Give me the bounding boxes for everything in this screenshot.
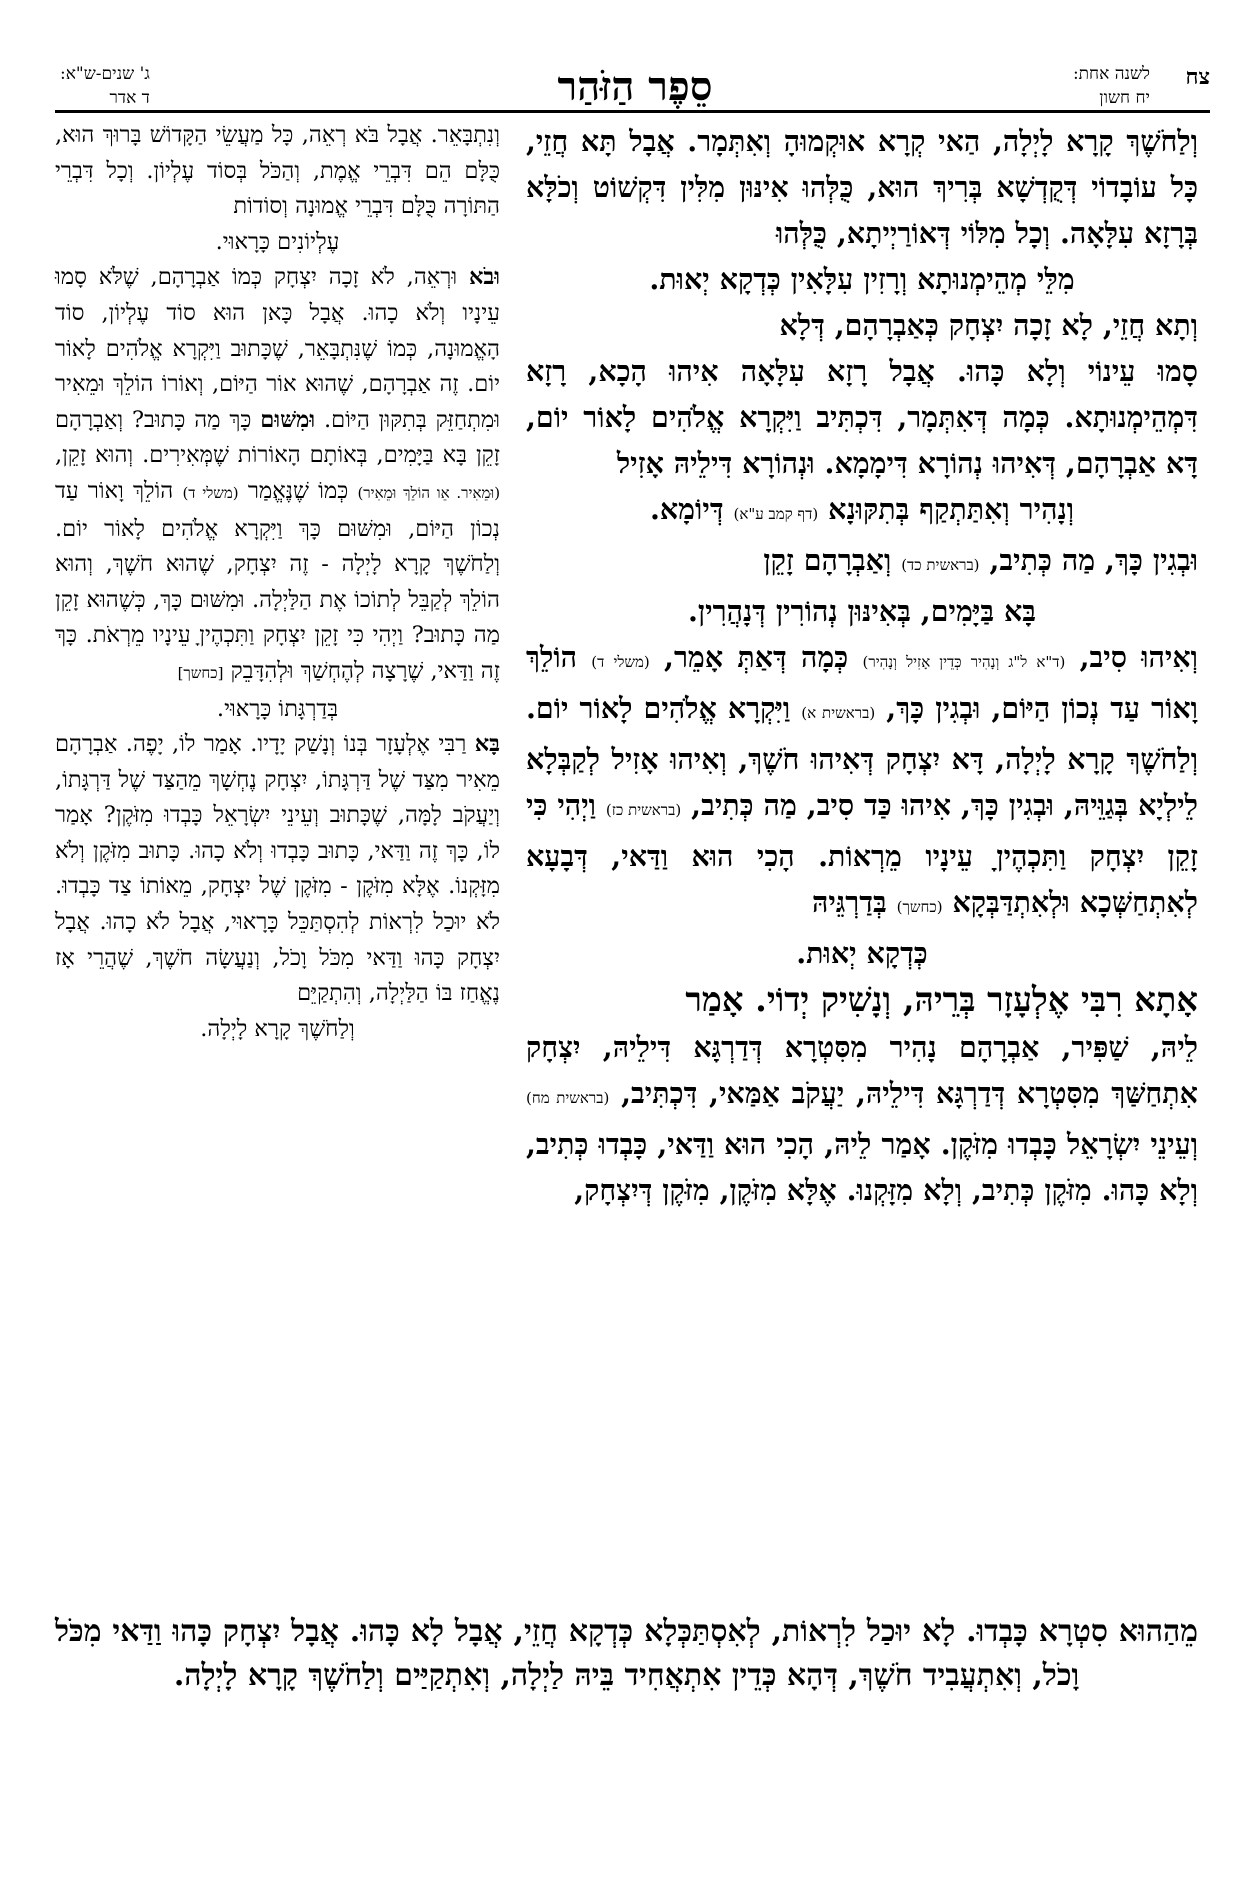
bottom-full-width-text	[55, 1610, 1198, 1698]
main-text: וְאַבְרָהָם זָקֵן	[763, 543, 892, 577]
main-paragraph	[526, 118, 1198, 256]
page-number: צח	[1185, 64, 1210, 90]
bottom-text: מֵהַהוּא סִטְרָא כָּבְדוּ. לָא יוּכַל לִרְאוֹת, לְאִסְתַּכְּלָא כְּדְקָא חֲזֵי, אֲבָל לָא כָּהוּ. אֲבָל יִצְחָק כָּהוּ וַדַּאי מִכֹּל וָכֹל, וְאִתְעֲבִיד חֹשֶׁךְ, דְּהָא כְּדֵין אִתְאֲחִיד בֵּיהּ לַיְלָה, וְאִתְקַיַּים וְלַחֹשֶׁךְ קָרָא לָיְלָה.	[55, 1614, 1198, 1693]
main-text: וְעֵינֵי יִשְׂרָאֵל כָּבְדוּ מִזֹּקֶן. אָמַר לֵיהּ, הָכִי הוּא וַדַּאי, כָּבְדוּ כְּתִיב, וְלָא כָּהוּ. מִזֹּקֶן כְּתִיב, וְלָא מִזָּקְנוּ. אֶלָּא מִזֹּקֶן, מִזֹּקֶן דְּיִצְחָק,	[526, 1127, 1198, 1207]
main-text: וּבְגִין כָּךְ, מַה כְּתִיב,	[989, 543, 1198, 577]
main-column-aramaic	[526, 118, 1198, 1213]
side-text: עֶלְיוֹנִים כָּרָאוּי.	[215, 228, 340, 255]
side-paragraph	[55, 1012, 500, 1048]
main-text: וְלַחֹשֶׁךְ קָרָא לָיְלָה, הַאי קְרָא אוּקְמוּהָ וְאִתְּמָר. אֲבָל תָּא חֲזֵי, כָּל עוֹבָדוֹי דְּקֻדְשָׁא בְּרִיךְ הוּא, כֻּלְּהוּ אִינּוּן מִלִּין דִּקְשׁוֹט וְכֹלָּא בְּרָזָא עִלָּאָה. וְכָל מִלּוֹי דְּאוֹרַיְיתָא, כֻּלְּהוּ	[526, 124, 1198, 250]
side-text: וְנִתְבָּאֵר. אֲבָל בֹּא רְאֵה, כָּל מַעֲשֵׂי הַקָּדוֹשׁ בָּרוּךְ הוּא, כֻּלָּם הֵם דִּבְרֵי אֱמֶת, וְהַכֹּל בְּסוֹד עֶלְיוֹן. וְכָל דִּבְרֵי הַתּוֹרָה כֻּלָּם דִּבְרֵי אֱמוּנָה וְסוֹדוֹת	[55, 122, 500, 220]
main-text: וַיְהִי כִּי זָקֵן יִצְחָק וַתִּכְהֶיןָ עֵינָיו מֵרְאוֹת. הָכִי הוּא וַדַּאי, דְּבָעָא לְאִתְחַשְּׁכָא וּלְאִתְדַּבְּקָא	[526, 788, 1198, 919]
side-paragraph	[55, 225, 500, 261]
main-text: בְּדַרְגֵּיהּ	[811, 885, 887, 919]
source-reference: (בראשית מח)	[526, 1089, 610, 1107]
main-text: אָתָא רִבִּי אֶלְעָזָר בְּרֵיהּ, וְנָשִׁיק יְדוֹי. אָמַר	[685, 979, 1198, 1019]
source-reference: (ד"א ל"ג וְנָהִיר כְּדֵין אָזִיל וְנָהִיר)	[862, 653, 1066, 671]
source-reference: [כחשך]	[177, 663, 224, 682]
header-rule	[55, 110, 1210, 113]
side-lead-word: וּבֹא	[468, 264, 501, 291]
source-reference: (כחשך)	[896, 898, 943, 916]
source-reference: (וּמֵאִיר. אֵו הוֹלֵךְ וּמֵאִיר)	[357, 483, 501, 502]
side-text: וּרְאֵה, לֹא זָכָה יִצְחָק כְּמוֹ אַבְרָהָם, שֶׁלֹּא סָמוּ עֵינָיו וְלֹא כָהוּ. אֲבָל כָּאן הוּא סוֹד עֶלְיוֹן, סוֹד הָאֱמוּנָה, כְּמוֹ שֶׁנִּתְבָּאֵר, שֶׁכָּתוּב וַיִּקְרָא אֱלֹהִים לָאוֹר יוֹם. זֶה אַבְרָהָם, שֶׁהוּא אוֹר הַיּוֹם, וְאוֹרוֹ הוֹלֵךְ וּמֵאִיר וּמִתְחַזֵּק בְּתִקּוּן הַיּוֹם.	[55, 264, 501, 433]
main-paragraph	[526, 1024, 1198, 1213]
main-text: כְּדְקָא יְאוּת.	[796, 936, 928, 970]
main-paragraph	[526, 348, 1198, 486]
main-paragraph	[526, 537, 1198, 588]
main-paragraph	[526, 930, 1198, 976]
main-text: דְּיוֹמָא.	[649, 492, 724, 526]
side-text: בְּדַרְגָּתוֹ כָּרָאוּי.	[216, 695, 339, 722]
side-text: וְלַחֹשֶׁךְ קָרָא לָיְלָה.	[200, 1015, 355, 1042]
schedule-right-line1: לשנה אחת:	[1072, 64, 1150, 84]
side-lead-word: וּמִשּׁוּם	[260, 406, 316, 433]
side-text: כָּךְ מַה כָּתוּב? וְאַבְרָהָם זָקֵן בָּא בַּיָּמִים, בְּאוֹתָם הָאוֹרוֹת שֶׁמְּאִירִים. וְהוּא זָקֵן,	[55, 406, 500, 469]
schedule-left-line1: ג' שנים-ש"א:	[60, 64, 150, 84]
side-text: הוֹלֵךְ וָאוֹר עַד נְכוֹן הַיּוֹם, וּמִשּׁוּם כָּךְ וַיִּקְרָא אֱלֹהִים לָאוֹר יוֹם. וְלַחֹשֶׁךְ קָרָא לָיְלָה - זֶה יִצְחָק, שֶׁהוּא חֹשֶׁךְ, וְהוּא הוֹלֵךְ לְקַבֵּל לְתוֹכוֹ אֶת הַלַּיְלָה. וּמִשּׁוּם כָּךְ, כְּשֶׁהוּא זָקֵן מַה כָּתוּב? וַיְהִי כִּי זָקֵן יִצְחָק וַתִּכְהֶיןָ עֵינָיו מֵרְאֹת. כָּךְ זֶה וַדַּאי, שֶׁרָצָה לְהֶחְשַׁךְ וּלְהִדָּבֵק	[55, 477, 500, 684]
source-reference: (משלי ד)	[591, 653, 650, 671]
source-reference: (בראשית כז)	[605, 801, 682, 819]
main-paragraph	[526, 256, 1198, 302]
source-reference: (בראשית א)	[801, 704, 876, 722]
main-text: וְאִיהוּ סִיב,	[1079, 640, 1198, 674]
main-paragraph	[526, 976, 1198, 1024]
side-paragraph	[55, 692, 500, 728]
main-paragraph	[526, 634, 1198, 930]
source-reference: (משלי ד)	[182, 483, 239, 502]
main-paragraph	[526, 588, 1198, 634]
main-text: הוֹלֵךְ וָאוֹר עַד נְכוֹן הַיּוֹם, וּבְגִין כָּךְ,	[526, 640, 1198, 725]
side-paragraph	[55, 260, 500, 691]
main-text: מִלֵּי מְהֵימְנוּתָא וְרָזִין עִלָּאִין כְּדְקָא יְאוּת.	[649, 262, 1075, 296]
main-paragraph	[526, 486, 1198, 537]
schedule-right-line2: יח חשון	[1099, 88, 1150, 108]
main-text: לֵיהּ, שַׁפִּיר, אַבְרָהָם נָהִיר מִסִּטְרָא דְּדַרְגָּא דִּילֵיהּ, יִצְחָק אִתְחַשַּׁךְ מִסִּטְרָא דְּדַרְגָּא דִּילֵיהּ, יַעֲקֹב אַמַּאי, דִּכְתִּיב,	[526, 1030, 1198, 1110]
side-paragraph	[55, 118, 500, 225]
source-reference: (בראשית כד)	[901, 556, 980, 574]
main-text: בָּא בַּיָּמִים, בְּאִינּוּן נְהוֹרִין דְּנָהֲרִין.	[687, 594, 1037, 628]
side-lead-word: בָּא	[474, 731, 501, 758]
main-paragraph	[526, 302, 1198, 348]
schedule-left	[60, 62, 150, 110]
book-title: סֵפֶר הַזֹּהַר	[557, 63, 713, 110]
side-text: כְּמוֹ שֶׁנֶּאֱמַר	[247, 477, 349, 504]
main-text: סָמוּ עֵינוֹי וְלָא כָּהוּ. אֲבָל רָזָא עִלָּאָה אִיהוּ הָכָא, רָזָא דִּמְהֵימְנוּתָא. כְּמָה דְּאִתְּמָר, דִּכְתִּיב וַיִּקְרָא אֱלֹהִים לָאוֹר יוֹם, דָּא אַבְרָהָם, דְּאִיהוּ נְהוֹרָא דִּימָמָא. וּנְהוֹרָא דִּילֵיהּ אָזִיל	[526, 354, 1198, 480]
main-text: כְּמָה דְּאַתְּ אָמֵר,	[664, 640, 849, 674]
side-paragraph	[55, 727, 500, 1012]
source-reference: (דף קמב ע"א)	[733, 505, 819, 523]
side-column-hebrew	[55, 118, 500, 1047]
schedule-left-line2: ד אדר	[109, 88, 150, 108]
side-text: רַבִּי אֶלְעָזָר בְּנוֹ וְנָשַׁק יָדָיו. אָמַר לוֹ, יָפֶה. אַבְרָהָם מֵאִיר מִצַּד שֶׁל דַּרְגָּתוֹ, יִצְחָק נֶחְשָׁךְ מֵהַצַּד שֶׁל דַּרְגָּתוֹ, וְיַעֲקֹב לָמָּה, שֶׁכָּתוּב וְעֵינֵי יִשְׂרָאֵל כָּבְדוּ מִזֹּקֶן? אָמַר לוֹ, כָּךְ זֶה וַדַּאי, כָּתוּב כָּבְדוּ וְלֹא כָהוּ. כָּתוּב מִזֹּקֶן וְלֹא מִזָּקְנוֹ. אֶלָּא מִזֹּקֶן - מִזֹּקֶן שֶׁל יִצְחָק, מֵאוֹתוֹ צַד כָּבְדוּ. לֹא יוּכַל לִרְאוֹת לְהִסְתַּכֵּל כָּרָאוּי, אֲבָל לֹא כָהוּ. אֲבָל יִצְחָק כָּהוּ וַדַּאי מִכֹּל וָכֹל, וְנַעֲשָׂה חֹשֶׁךְ, שֶׁהֲרֵי אָז נֶאֱחַז בּוֹ הַלַּיְלָה, וְהִתְקַיֵּם	[55, 731, 500, 1007]
main-text: וְתָא חֲזֵי, לָא זָכָה יִצְחָק כְּאַבְרָהָם, דְּלָא	[779, 308, 1198, 342]
main-text: וְנָהִיר וְאִתַּתְקַף בְּתִקּוּנָא	[828, 492, 1075, 526]
main-text: וַיִּקְרָא אֱלֹהִים לָאוֹר יוֹם. וְלַחֹשֶׁךְ קָרָא לָיְלָה, דָּא יִצְחָק דְּאִיהוּ חֹשֶׁךְ, וְאִיהוּ אָזִיל לְקַבְּלָא לֵילְיָא בְּגַוֵּיהּ, וּבְגִין כָּךְ, אִיהוּ כַּד סִיב, מַה כְּתִיב,	[526, 691, 1198, 822]
